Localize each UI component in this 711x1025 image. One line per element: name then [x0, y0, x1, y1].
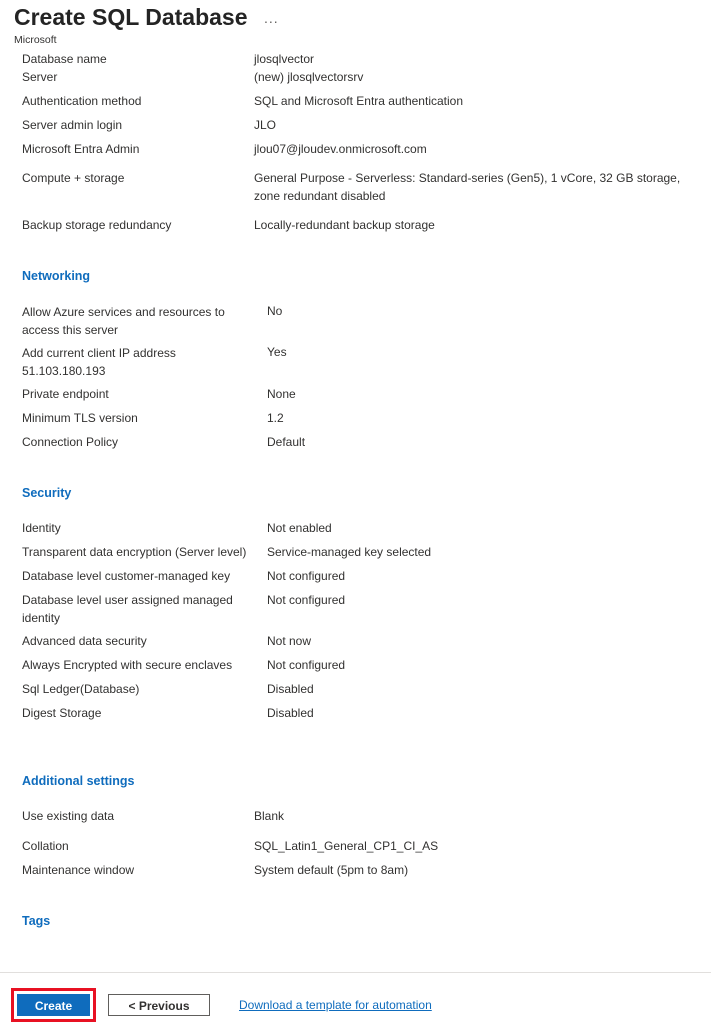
row-label-connection-policy: Connection Policy — [22, 435, 119, 449]
create-button-highlight — [11, 988, 96, 1022]
page-subtitle: Microsoft — [14, 34, 57, 46]
row-label-authentication-method: Authentication method — [22, 94, 142, 108]
row-label-customer-managed-key: Database level customer-managed key — [22, 569, 231, 583]
row-label-database-name: Database name — [22, 52, 107, 66]
row-value-server-admin-login: JLO — [254, 118, 277, 132]
row-label-digest-storage: Digest Storage — [22, 706, 102, 720]
section-heading-tags: Tags — [22, 914, 51, 928]
row-label-backup-storage-redundancy: Backup storage redundancy — [22, 218, 172, 232]
create-button[interactable]: Create — [17, 994, 90, 1016]
row-label-use-existing-data: Use existing data — [22, 809, 115, 823]
row-value-always-encrypted: Not configured — [267, 658, 346, 672]
row-value-advanced-data-security: Not now — [267, 634, 312, 648]
row-value-maintenance-window: System default (5pm to 8am) — [254, 863, 409, 877]
section-heading-additional-settings: Additional settings — [22, 774, 135, 788]
row-label-collation: Collation — [22, 839, 69, 853]
row-value-add-client-ip: Yes — [267, 345, 287, 359]
row-label-add-client-ip: Add current client IP address 51.103.180.193 — [22, 346, 176, 378]
row-label-private-endpoint: Private endpoint — [22, 387, 109, 401]
row-value-connection-policy: Default — [267, 435, 306, 449]
row-value-minimum-tls: 1.2 — [267, 411, 284, 425]
row-value-sql-ledger: Disabled — [267, 682, 314, 696]
row-value-entra-admin: jlou07@jloudev.onmicrosoft.com — [254, 142, 427, 156]
footer-action-bar — [0, 972, 711, 1025]
row-value-database-name: jlosqlvector — [254, 52, 315, 66]
row-label-identity: Identity — [22, 521, 61, 535]
download-template-link[interactable]: Download a template for automation — [239, 998, 432, 1012]
row-value-backup-storage-redundancy: Locally-redundant backup storage — [254, 218, 435, 232]
page-header — [14, 2, 704, 48]
section-heading-networking: Networking — [22, 269, 91, 283]
row-label-maintenance-window: Maintenance window — [22, 863, 135, 877]
row-value-allow-azure-services: No — [267, 304, 283, 318]
row-label-sql-ledger: Sql Ledger(Database) — [22, 682, 140, 696]
row-value-use-existing-data: Blank — [254, 809, 285, 823]
row-label-user-assigned-identity: Database level user assigned managed identity — [22, 593, 233, 625]
row-label-allow-azure-services: Allow Azure services and resources to access this server — [22, 305, 225, 337]
row-value-identity: Not enabled — [267, 521, 332, 535]
row-value-server: (new) jlosqlvectorsrv — [254, 70, 364, 84]
row-value-authentication-method: SQL and Microsoft Entra authentication — [254, 94, 464, 108]
row-label-server: Server — [22, 70, 58, 84]
row-value-compute-storage: General Purpose - Serverless: Standard-series (Gen5), 1 vCore, 32 GB storage, zone redundant disabled — [254, 171, 681, 203]
row-value-digest-storage: Disabled — [267, 706, 314, 720]
row-label-minimum-tls: Minimum TLS version — [22, 411, 138, 425]
row-value-transparent-data-encryption: Service-managed key selected — [267, 545, 432, 559]
more-options-icon[interactable]: ... — [264, 10, 279, 26]
row-value-customer-managed-key: Not configured — [267, 569, 346, 583]
page-title: Create SQL Database — [14, 4, 248, 30]
row-label-entra-admin: Microsoft Entra Admin — [22, 142, 140, 156]
row-label-advanced-data-security: Advanced data security — [22, 634, 147, 648]
row-label-transparent-data-encryption: Transparent data encryption (Server level) — [22, 545, 247, 559]
row-value-collation: SQL_Latin1_General_CP1_CI_AS — [254, 839, 439, 853]
previous-button[interactable]: < Previous — [108, 994, 210, 1016]
section-heading-security: Security — [22, 486, 72, 500]
row-value-user-assigned-identity: Not configured — [267, 593, 346, 607]
row-value-private-endpoint: None — [267, 387, 296, 401]
row-label-compute-storage: Compute + storage — [22, 171, 125, 185]
row-label-always-encrypted: Always Encrypted with secure enclaves — [22, 658, 233, 672]
row-label-server-admin-login: Server admin login — [22, 118, 123, 132]
